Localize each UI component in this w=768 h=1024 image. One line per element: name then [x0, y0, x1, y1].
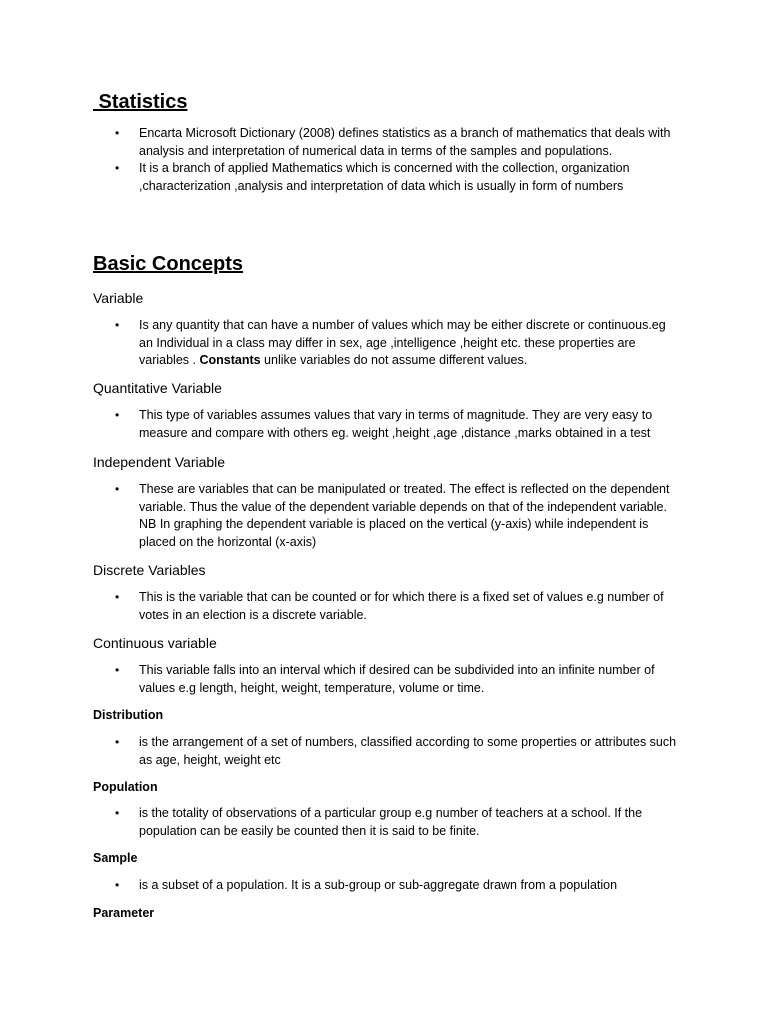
bullet-icon: •	[115, 318, 120, 332]
statistics-bullet-list	[0, 125, 768, 195]
variable-text-part2: unlike variables do not assume different values.	[260, 353, 528, 367]
list-item	[0, 662, 679, 697]
bullet-icon: •	[115, 408, 120, 422]
independent-bullet-list	[0, 481, 768, 551]
basic-concepts-heading: Basic Concepts	[93, 253, 244, 275]
list-item	[0, 805, 679, 840]
sample-bullet-list	[0, 877, 768, 895]
distribution-bullet-list	[0, 734, 768, 769]
list-item	[0, 877, 679, 895]
population-definition-text: is the totality of observations of a particular group e.g number of teachers at a school. If the population can be easily be counted then it is said to be finite.	[139, 806, 643, 838]
sample-definition-text: is a subset of a population. It is a sub-group or sub-aggregate drawn from a population	[139, 878, 618, 892]
variable-bullet-list	[0, 317, 768, 370]
discrete-definition-text: This is the variable that can be counted or for which there is a fixed set of values e.g number of votes in an election is a discrete variable.	[139, 590, 664, 622]
variable-definition-text	[139, 317, 679, 370]
statistics-heading: Statistics	[93, 91, 188, 113]
statistics-definition-text: Encarta Microsoft Dictionary (2008) defines statistics as a branch of mathematics that deals with analysis and interpretation of numerical data in terms of the samples and populations.	[139, 126, 671, 158]
quantitative-variable-heading: Quantitative Variable	[93, 380, 222, 396]
bullet-icon: •	[115, 482, 120, 496]
constants-bold-text: Constants	[199, 353, 261, 367]
list-item	[0, 125, 679, 160]
bullet-icon: •	[115, 735, 120, 749]
bullet-icon: •	[115, 663, 120, 677]
list-item	[0, 317, 679, 370]
list-item	[0, 589, 679, 624]
continuous-bullet-list	[0, 662, 768, 697]
discrete-variables-heading: Discrete Variables	[93, 562, 206, 578]
distribution-heading: Distribution	[93, 708, 164, 722]
distribution-definition-text: is the arrangement of a set of numbers, classified according to some properties or attributes such as age, height, weight etc	[139, 735, 677, 767]
list-item	[0, 481, 679, 551]
bullet-icon: •	[115, 806, 120, 820]
discrete-bullet-list	[0, 589, 768, 624]
continuous-definition-text: This variable falls into an interval which if desired can be subdivided into an infinite number of values e.g length, height, weight, temperature, volume or time.	[139, 663, 655, 695]
sample-heading: Sample	[93, 851, 138, 865]
bullet-icon: •	[115, 161, 120, 175]
parameter-heading: Parameter	[93, 906, 155, 920]
quantitative-bullet-list	[0, 407, 768, 442]
variable-text-part1: Is any quantity that can have a number of values which may be either discrete or continuous.eg an Individual in a class may differ in sex, age ,intelligence ,height etc. these properties are variables .	[139, 318, 666, 367]
variable-heading: Variable	[93, 290, 144, 306]
population-bullet-list	[0, 805, 768, 840]
statistics-branch-text: It is a branch of applied Mathematics which is concerned with the collection, organization ,characterization ,analysis and interpretation of data which is usually in form of numbers	[139, 161, 630, 193]
independent-definition-text: These are variables that can be manipulated or treated. The effect is reflected on the dependent variable. Thus the value of the dependent variable depends on that of the independent variable. NB In graphing the dependent variable is placed on the vertical (y-axis) while independent is placed on the horizontal (x-axis)	[139, 482, 670, 549]
bullet-icon: •	[115, 878, 120, 892]
list-item	[0, 734, 679, 769]
continuous-variable-heading: Continuous variable	[93, 635, 217, 651]
independent-variable-heading: Independent Variable	[93, 454, 226, 470]
list-item	[0, 160, 679, 195]
list-item	[0, 407, 679, 442]
bullet-icon: •	[115, 126, 120, 140]
population-heading: Population	[93, 780, 158, 794]
bullet-icon: •	[115, 590, 120, 604]
quantitative-definition-text: This type of variables assumes values that vary in terms of magnitude. They are very easy to measure and compare with others eg. weight ,height ,age ,distance ,marks obtained in a test	[139, 408, 653, 440]
